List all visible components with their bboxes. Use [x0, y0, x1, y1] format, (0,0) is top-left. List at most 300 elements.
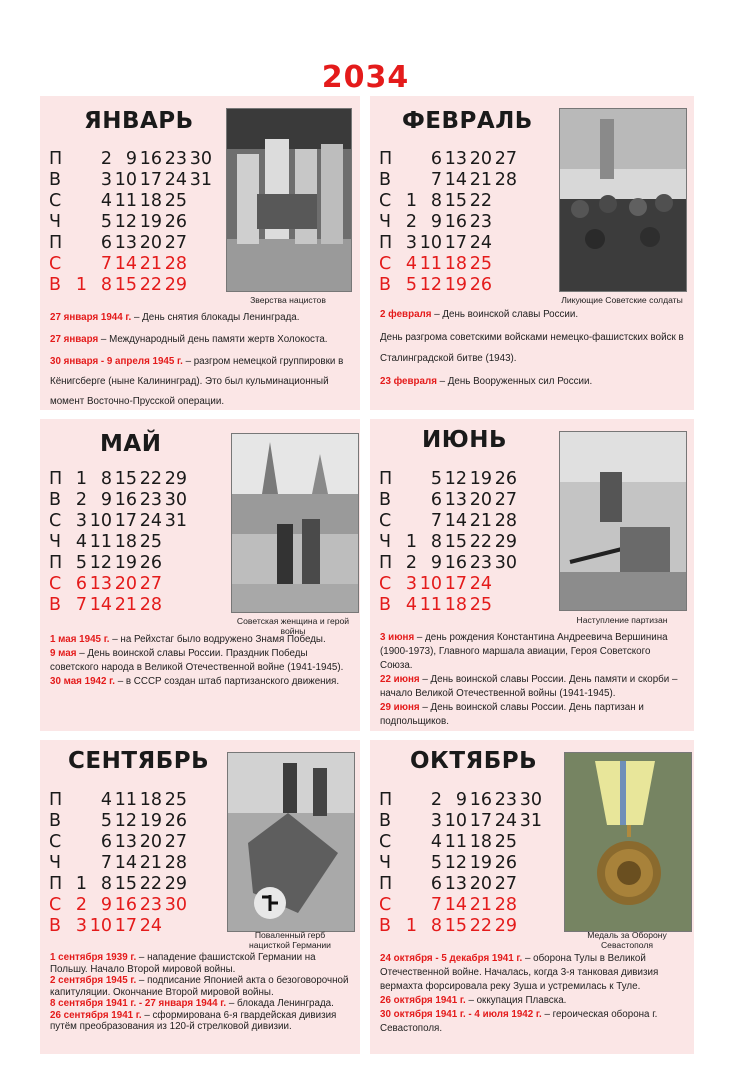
day-number: 29: [164, 874, 187, 894]
month-panel-january: [40, 96, 360, 410]
day-number: 13: [444, 149, 467, 169]
day-number: 13: [444, 490, 467, 510]
event-item: [380, 371, 685, 392]
calendar-row: [49, 490, 187, 511]
day-number: 29: [164, 469, 187, 489]
day-number: 30: [164, 895, 187, 915]
weekday-label: С: [379, 832, 392, 852]
day-number: 30: [189, 149, 212, 169]
day-number: 7: [75, 595, 87, 615]
photo-caption: Ликующие Советские солдаты: [561, 295, 683, 305]
day-number: 18: [139, 191, 162, 211]
day-number: 5: [75, 553, 87, 573]
day-number: 18: [444, 254, 467, 274]
day-number: 9: [430, 212, 442, 232]
day-number: 23: [469, 553, 492, 573]
day-number: 19: [469, 853, 492, 873]
calendar-row: [379, 469, 517, 490]
day-number: 4: [430, 832, 442, 852]
day-number: 31: [189, 170, 212, 190]
event-item: [50, 308, 355, 328]
weekday-label: С: [379, 574, 392, 594]
day-number: 24: [139, 511, 162, 531]
calendar-row: [49, 916, 187, 937]
event-text: – в СССР создан штаб партизанского движения.: [114, 676, 340, 687]
event-item: [380, 994, 685, 1008]
day-number: 18: [469, 832, 492, 852]
day-number: 17: [444, 574, 467, 594]
day-number: 28: [164, 853, 187, 873]
day-number: 21: [114, 595, 137, 615]
calendar-row: [379, 532, 517, 553]
day-number: 19: [139, 811, 162, 831]
day-number: 25: [469, 254, 492, 274]
day-number: 18: [114, 532, 137, 552]
day-number: 11: [419, 595, 442, 615]
day-number: 16: [444, 553, 467, 573]
day-number: 1: [405, 916, 417, 936]
day-number: 23: [164, 149, 187, 169]
weekday-label: С: [49, 511, 62, 531]
day-number: 25: [494, 832, 517, 852]
day-number: 14: [444, 895, 467, 915]
day-number: 14: [89, 595, 112, 615]
day-number: 21: [139, 254, 162, 274]
day-number: 22: [469, 916, 492, 936]
event-text: – День воинской славы России. День памяти и скорби – начало Великой Отечественной войны (1941-1945).: [380, 674, 678, 699]
day-number: 27: [494, 490, 517, 510]
day-number: 6: [430, 149, 442, 169]
calendar-row: [379, 553, 517, 574]
events-list: [380, 304, 685, 394]
month-title: ОКТЯБРЬ: [410, 748, 538, 774]
weekday-label: В: [49, 490, 62, 510]
month-title: ИЮНЬ: [422, 427, 508, 453]
month-panel-may: [40, 419, 360, 731]
events-list: [50, 633, 352, 689]
day-number: 19: [139, 212, 162, 232]
calendar-row: [379, 811, 542, 832]
calendar-row: [49, 275, 212, 296]
weekday-label: П: [49, 790, 63, 810]
calendar-row: [379, 490, 517, 511]
calendar-row: [49, 874, 187, 895]
event-date: 29 июня: [380, 702, 420, 713]
day-number: 2: [75, 895, 87, 915]
day-number: 31: [164, 511, 187, 531]
weekday-label: В: [49, 595, 62, 615]
day-number: 22: [469, 532, 492, 552]
day-number: 22: [139, 469, 162, 489]
calendar-row: [379, 853, 542, 874]
calendar-row: [49, 170, 212, 191]
event-date: 8 сентября 1941 г. - 27 января 1944 г.: [50, 998, 227, 1009]
event-date: 26 октября 1941 г.: [380, 995, 466, 1006]
day-number: 25: [469, 595, 492, 615]
event-date: 2 сентября 1945 г.: [50, 975, 137, 986]
day-number: 2: [405, 553, 417, 573]
day-number: 24: [164, 170, 187, 190]
event-text: – день рождения Константина Андреевича Вершинина (1900-1973), Главного маршала авиации, Героя Советского Союза.: [380, 632, 668, 671]
weekday-label: П: [379, 790, 393, 810]
day-number: 13: [114, 832, 137, 852]
event-date: 27 января: [50, 334, 99, 345]
day-number: 22: [139, 874, 162, 894]
weekday-label: Ч: [49, 532, 61, 552]
weekday-label: П: [49, 233, 63, 253]
day-number: 19: [469, 469, 492, 489]
day-number: 25: [164, 191, 187, 211]
event-item: [50, 647, 352, 675]
event-item: [380, 631, 685, 673]
day-number: 24: [139, 916, 162, 936]
day-number: 20: [469, 874, 492, 894]
day-number: 17: [114, 916, 137, 936]
day-number: 2: [100, 149, 112, 169]
weekday-label: С: [49, 254, 62, 274]
day-number: 9: [100, 490, 112, 510]
day-number: 18: [139, 790, 162, 810]
day-number: 23: [139, 490, 162, 510]
day-number: 15: [114, 469, 137, 489]
event-date: 26 сентября 1941 г.: [50, 1009, 142, 1021]
day-number: 12: [419, 275, 442, 295]
day-number: 30: [164, 490, 187, 510]
day-number: 13: [89, 574, 112, 594]
day-number: 15: [444, 191, 467, 211]
calendar-row: [379, 511, 517, 532]
weekday-label: Ч: [379, 532, 391, 552]
day-number: 15: [114, 874, 137, 894]
event-date: 27 января 1944 г.: [50, 312, 132, 323]
day-number: 15: [444, 916, 467, 936]
day-number: 16: [139, 149, 162, 169]
event-item: [380, 952, 685, 994]
day-number: 23: [139, 895, 162, 915]
day-number: 24: [494, 811, 517, 831]
day-number: 3: [430, 811, 442, 831]
event-date: 1 сентября 1939 г.: [50, 952, 137, 963]
day-number: 22: [139, 275, 162, 295]
weekday-label: С: [49, 832, 62, 852]
weekday-label: П: [379, 553, 393, 573]
month-panel-october: [370, 740, 694, 1054]
day-number: 12: [114, 811, 137, 831]
day-number: 28: [139, 595, 162, 615]
calendar-row: [49, 532, 187, 553]
day-number: 25: [139, 532, 162, 552]
calendar-row: [49, 254, 212, 275]
day-number: 12: [114, 212, 137, 232]
day-number: 1: [75, 469, 87, 489]
day-number: 20: [139, 832, 162, 852]
day-number: 5: [100, 811, 112, 831]
calendar-grid: [49, 469, 187, 616]
day-number: 14: [444, 511, 467, 531]
day-number: 13: [444, 874, 467, 894]
weekday-label: В: [379, 490, 392, 510]
calendar-row: [379, 212, 517, 233]
day-number: 29: [494, 532, 517, 552]
calendar-row: [379, 275, 517, 296]
weekday-label: П: [379, 874, 393, 894]
event-item: [50, 975, 355, 998]
day-number: 8: [430, 916, 442, 936]
calendar-row: [379, 170, 517, 191]
event-item: [50, 352, 355, 410]
day-number: 11: [89, 532, 112, 552]
calendar-row: [379, 790, 542, 811]
day-number: 22: [469, 191, 492, 211]
day-number: 21: [469, 511, 492, 531]
day-number: 8: [100, 469, 112, 489]
event-date: 9 мая: [50, 648, 77, 659]
month-photo: [226, 108, 352, 292]
photo-caption: Советская женщина и герой войны: [236, 616, 350, 636]
day-number: 3: [75, 916, 87, 936]
day-number: 16: [469, 790, 492, 810]
day-number: 10: [89, 916, 112, 936]
day-number: 3: [75, 511, 87, 531]
event-text: – разгром немецкой группировки в Кёнигсберге (ныне Калининград). Это был кульминационный момент Восточно-Прусской операции.: [50, 356, 344, 407]
day-number: 20: [114, 574, 137, 594]
event-item: [380, 701, 685, 729]
weekday-label: В: [379, 811, 392, 831]
day-number: 6: [430, 874, 442, 894]
day-number: 10: [89, 511, 112, 531]
day-number: 4: [405, 595, 417, 615]
event-text: – День воинской славы России. Праздник Победы советского народа в Великой Отечественной войне (1941-1945).: [50, 648, 344, 673]
weekday-label: П: [379, 149, 393, 169]
day-number: 30: [519, 790, 542, 810]
day-number: 11: [114, 790, 137, 810]
calendar-row: [379, 916, 542, 937]
month-title: СЕНТЯБРЬ: [68, 748, 210, 774]
weekday-label: П: [379, 469, 393, 489]
event-text: – оборона Тулы в Великой Отечественной войне. Началась, когда 3-я танковая дивизия вермахта форсировала реку Зуша и устремилась к Туле.: [380, 953, 659, 992]
day-number: 21: [469, 170, 492, 190]
day-number: 28: [164, 254, 187, 274]
day-number: 17: [444, 233, 467, 253]
weekday-label: В: [49, 275, 62, 295]
day-number: 6: [75, 574, 87, 594]
day-number: 9: [455, 790, 467, 810]
weekday-label: С: [379, 895, 392, 915]
day-number: 4: [100, 191, 112, 211]
day-number: 29: [494, 916, 517, 936]
weekday-label: С: [49, 191, 62, 211]
day-number: 19: [444, 275, 467, 295]
event-date: 3 июня: [380, 632, 415, 643]
day-number: 26: [164, 811, 187, 831]
event-text: – героическая оборона г. Севастополя.: [380, 1009, 658, 1034]
day-number: 5: [430, 853, 442, 873]
calendar-grid: [49, 790, 187, 937]
day-number: 7: [430, 895, 442, 915]
day-number: 26: [139, 553, 162, 573]
day-number: 14: [114, 853, 137, 873]
day-number: 3: [100, 170, 112, 190]
day-number: 20: [469, 149, 492, 169]
event-item: [50, 1010, 355, 1033]
calendar-row: [49, 853, 187, 874]
day-number: 15: [114, 275, 137, 295]
day-number: 13: [114, 233, 137, 253]
day-number: 28: [494, 511, 517, 531]
day-number: 7: [100, 254, 112, 274]
day-number: 16: [444, 212, 467, 232]
event-text: – блокада Ленинграда.: [226, 998, 334, 1009]
day-number: 4: [100, 790, 112, 810]
events-list: [50, 308, 355, 410]
calendar-grid: [49, 149, 212, 296]
event-item: [380, 327, 685, 369]
day-number: 25: [164, 790, 187, 810]
day-number: 24: [469, 233, 492, 253]
weekday-label: С: [379, 254, 392, 274]
calendar-row: [379, 574, 517, 595]
day-number: 17: [114, 511, 137, 531]
day-number: 12: [89, 553, 112, 573]
month-panel-september: [40, 740, 360, 1054]
event-item: [380, 1008, 685, 1036]
day-number: 28: [494, 170, 517, 190]
event-text: – подписание Японией акта о безоговорочной капитуляции. Окончание Второй мировой войны.: [50, 975, 349, 998]
day-number: 12: [444, 853, 467, 873]
weekday-label: Ч: [379, 212, 391, 232]
day-number: 27: [164, 832, 187, 852]
day-number: 28: [494, 895, 517, 915]
events-list: [380, 631, 685, 729]
day-number: 8: [100, 874, 112, 894]
month-panel-february: [370, 96, 694, 410]
day-number: 16: [114, 490, 137, 510]
day-number: 5: [430, 469, 442, 489]
day-number: 23: [469, 212, 492, 232]
calendar-row: [379, 895, 542, 916]
weekday-label: В: [49, 916, 62, 936]
day-number: 11: [444, 832, 467, 852]
day-number: 10: [419, 574, 442, 594]
day-number: 6: [100, 832, 112, 852]
event-item: [50, 633, 352, 647]
events-list: [380, 952, 685, 1036]
calendar-row: [49, 832, 187, 853]
day-number: 10: [419, 233, 442, 253]
day-number: 4: [75, 532, 87, 552]
month-photo: [564, 752, 692, 932]
event-item: [380, 673, 685, 701]
calendar-row: [379, 254, 517, 275]
event-date: 24 октября - 5 декабря 1941 г.: [380, 953, 523, 964]
day-number: 7: [430, 511, 442, 531]
weekday-label: Ч: [49, 853, 61, 873]
calendar-grid: [379, 149, 517, 296]
day-number: 27: [139, 574, 162, 594]
day-number: 31: [519, 811, 542, 831]
weekday-label: С: [379, 191, 392, 211]
calendar-row: [49, 595, 187, 616]
calendar-row: [49, 511, 187, 532]
day-number: 24: [469, 574, 492, 594]
day-number: 19: [114, 553, 137, 573]
month-photo: [559, 431, 687, 611]
event-text: – на Рейхстаг было водружено Знамя Победы.: [109, 634, 326, 645]
day-number: 26: [164, 212, 187, 232]
day-number: 21: [469, 895, 492, 915]
day-number: 11: [419, 254, 442, 274]
day-number: 8: [430, 191, 442, 211]
calendar-row: [49, 574, 187, 595]
day-number: 8: [430, 532, 442, 552]
weekday-label: П: [49, 874, 63, 894]
day-number: 21: [139, 853, 162, 873]
day-number: 9: [430, 553, 442, 573]
day-number: 7: [100, 853, 112, 873]
day-number: 11: [114, 191, 137, 211]
calendar-grid: [379, 790, 542, 937]
day-number: 15: [444, 532, 467, 552]
day-number: 27: [494, 874, 517, 894]
calendar-row: [379, 874, 542, 895]
day-number: 10: [114, 170, 137, 190]
calendar-row: [379, 233, 517, 254]
weekday-label: П: [379, 233, 393, 253]
event-text: – День воинской славы России.: [431, 309, 579, 320]
day-number: 20: [469, 490, 492, 510]
day-number: 23: [494, 790, 517, 810]
day-number: 27: [494, 149, 517, 169]
photo-caption: Медаль за Оборону Севастополя: [587, 930, 667, 950]
month-title: ЯНВАРЬ: [84, 108, 194, 134]
event-text: – сформирована 6-я гвардейская дивизия путём преобразования из 120-й стрелковой дивизии.: [50, 1009, 337, 1032]
day-number: 29: [164, 275, 187, 295]
weekday-label: Ч: [49, 212, 61, 232]
event-text: День разгрома советскими войсками немецко-фашистских войск в Сталинградской битве (1943).: [380, 332, 684, 364]
event-text: – День Вооруженных сил России.: [436, 376, 593, 387]
weekday-label: В: [379, 595, 392, 615]
event-date: 1 мая 1945 г.: [50, 634, 110, 645]
day-number: 1: [405, 532, 417, 552]
day-number: 2: [405, 212, 417, 232]
calendar-row: [379, 191, 517, 212]
day-number: 26: [494, 853, 517, 873]
day-number: 6: [100, 233, 112, 253]
day-number: 2: [430, 790, 442, 810]
calendar-row: [379, 149, 517, 170]
event-text: – нападение фашистской Германии на Польшу. Начало Второй мировой войны.: [50, 952, 316, 975]
calendar-row: [49, 811, 187, 832]
calendar-row: [49, 233, 212, 254]
weekday-label: В: [49, 811, 62, 831]
day-number: 16: [114, 895, 137, 915]
month-panel-june: [370, 419, 694, 731]
day-number: 18: [444, 595, 467, 615]
calendar-row: [49, 191, 212, 212]
month-photo: [559, 108, 687, 292]
day-number: 6: [430, 490, 442, 510]
calendar-row: [49, 895, 187, 916]
calendar-row: [49, 790, 187, 811]
day-number: 7: [430, 170, 442, 190]
event-text: – оккупация Плавска.: [465, 995, 567, 1006]
day-number: 26: [469, 275, 492, 295]
event-item: [50, 998, 355, 1010]
weekday-label: В: [49, 170, 62, 190]
day-number: 14: [444, 170, 467, 190]
month-photo: [231, 433, 359, 613]
event-date: 30 октября 1941 г. - 4 июля 1942 г.: [380, 1009, 542, 1020]
